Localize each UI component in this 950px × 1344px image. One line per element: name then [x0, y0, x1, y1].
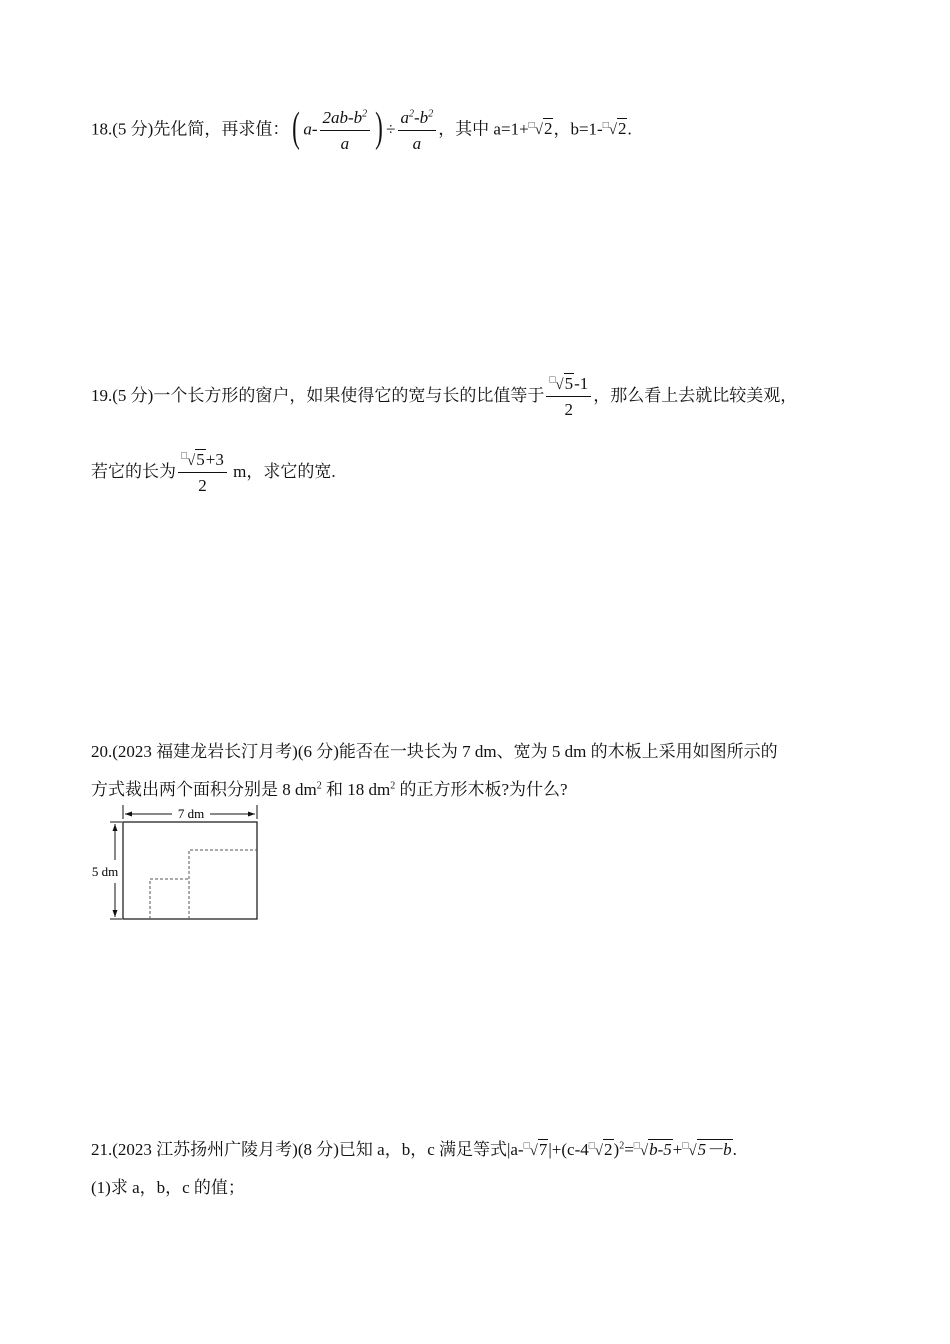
question-21-part1: (1)求 a，b，c 的值；: [91, 1178, 245, 1197]
fraction-1: $\frac{2ab-b^2}{a}$: [320, 108, 371, 153]
question-19-line2: 若它的长为 $\frac{^□√5+3}{2}$ m，求它的宽.: [91, 450, 336, 496]
fraction-2: $\frac{a^2-b^2}{a}$: [398, 108, 437, 153]
q19-tail: ，那么看上去就比较美观，: [593, 385, 798, 405]
sqrt-5-minus-b: √5－b: [688, 1140, 732, 1159]
golden-ratio-fraction: $\frac{^□√5-1}{2}$: [546, 374, 591, 420]
var-a: a: [303, 119, 312, 139]
right-paren: ): [375, 104, 384, 151]
question-18: 18.(5 分)先化简，再求值：( a- $\frac{2ab-b^2}{a}$ ) ÷ $\frac{a^2-b^2}{a}$ ，其中 a=1+□√2，b=1-□√2.: [91, 104, 632, 153]
question-21: 21.(2023 江苏扬州广陵月考)(8 分)已知 a，b，c 满足等式$|a-^□√7|+(c-4^□√2)^2=^□√b-5+^□√5-b$.: [91, 1135, 737, 1160]
large-square-outline: [189, 850, 257, 919]
sqrt-2: √2: [594, 1140, 613, 1159]
board-figure: [84, 803, 264, 925]
sqrt-2a: √2: [534, 119, 553, 139]
sqrt-7: √7: [529, 1140, 548, 1159]
arrow-left-icon: [125, 812, 132, 817]
arrow-down-icon: [113, 910, 118, 917]
q19-lead: 19.(5 分)一个长方形的窗户，如果使得它的宽与长的比值等于: [91, 385, 545, 405]
divide-sign: ÷: [386, 119, 396, 139]
small-square-outline: [150, 879, 189, 919]
arrow-up-icon: [113, 824, 118, 831]
width-label: 7 dm: [177, 806, 205, 821]
height-label: 5 dm: [91, 864, 119, 879]
question-19-line1: [91, 374, 797, 420]
q18-lead: 18.(5 分)先化简，再求值：: [91, 119, 290, 139]
left-paren: (: [292, 104, 301, 151]
placeholder-icon: □: [602, 119, 609, 131]
length-fraction: $\frac{^□√5+3}{2}$: [178, 450, 227, 496]
minus-sign: -: [311, 119, 318, 139]
q18-tail: ，其中 a=1+: [438, 119, 529, 139]
question-20-line2: 方式裁出两个面积分别是 8 $dm^2$ 和 18 $dm^2$ 的正方形木板?为什么?: [91, 780, 568, 799]
sqrt-2b: √2: [608, 119, 627, 139]
question-20-line1: 20.(2023 福建龙岩长汀月考)(6 分)能否在一块长为 7 dm、宽为 5 dm 的木板上采用如图所示的: [91, 742, 778, 761]
arrow-right-icon: [248, 812, 255, 817]
sqrt-b-minus-5: √b-5: [639, 1140, 672, 1159]
board-rectangle: [123, 822, 257, 919]
placeholder-icon: □: [528, 119, 535, 131]
q18-mid: ，b=1-: [553, 119, 603, 139]
